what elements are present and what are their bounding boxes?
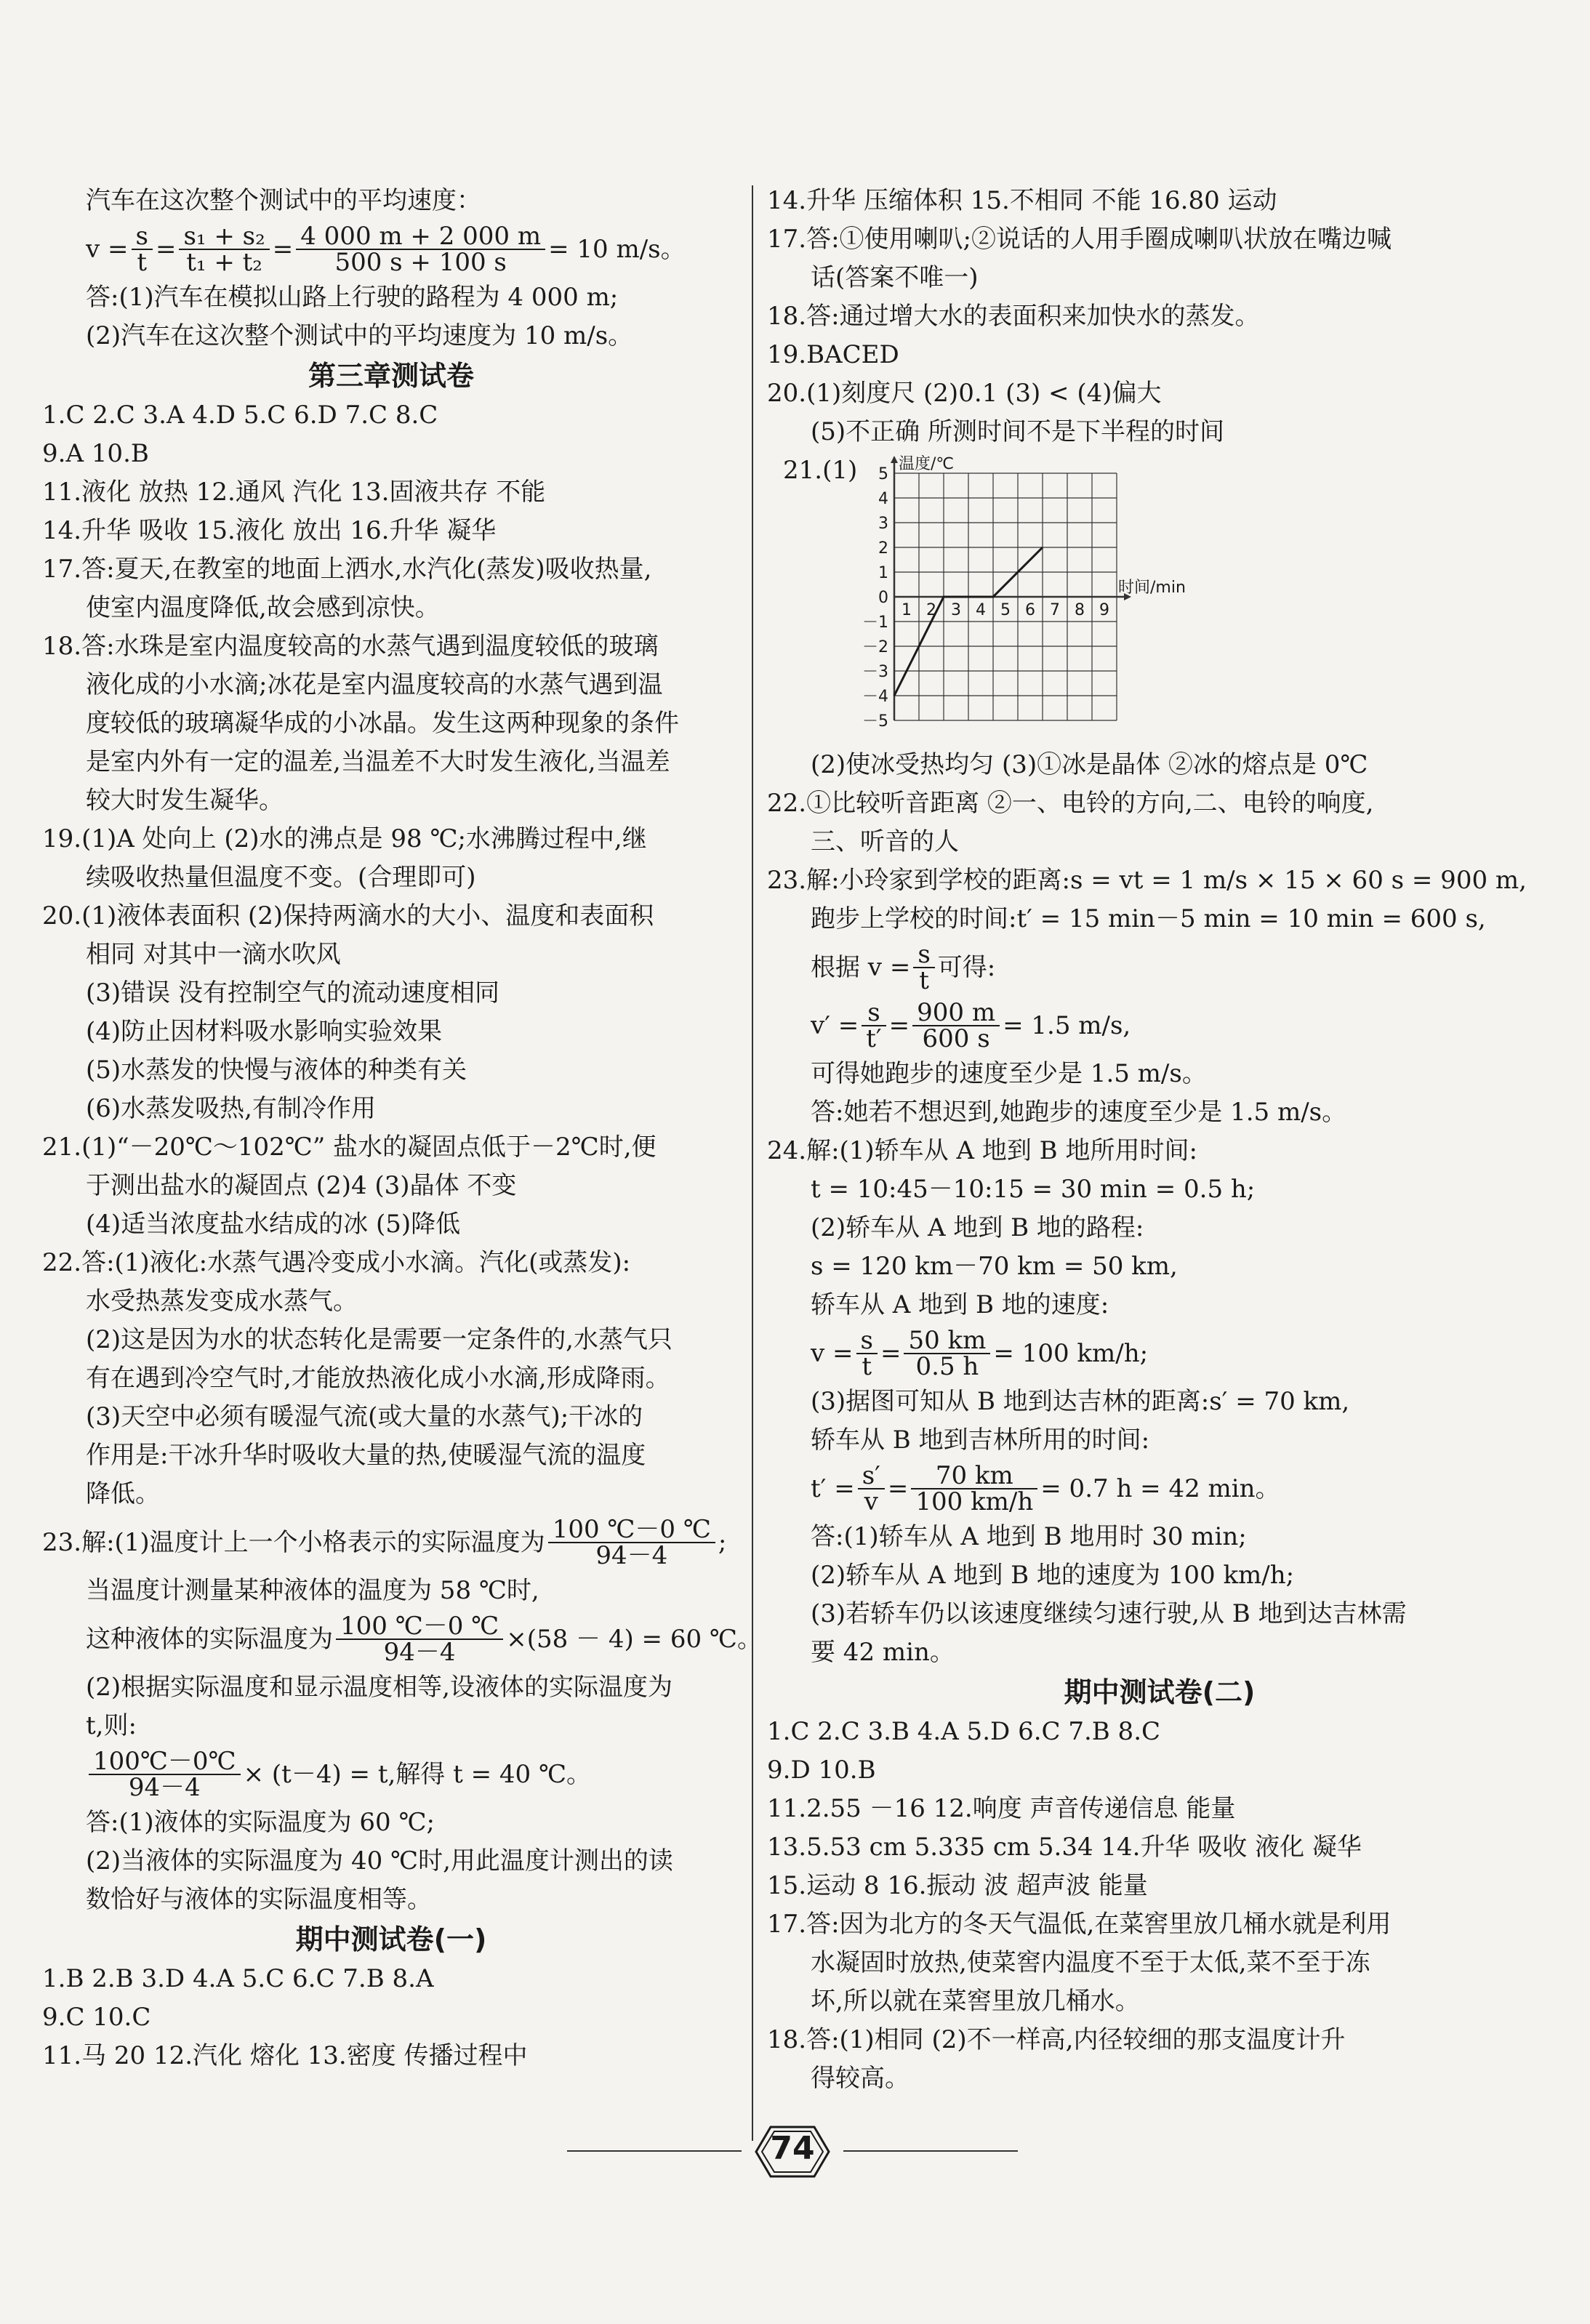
- x-tick-label: 9: [1099, 601, 1109, 619]
- frac-num: s: [913, 942, 934, 968]
- text-line: 11.液化 放热 12.通风 汽化 13.固液共存 不能: [42, 478, 546, 507]
- text-line: 22.答:(1)液化:水蒸气遇冷变成小水滴。汽化(或蒸发):: [42, 1248, 631, 1277]
- fraction: [913, 942, 934, 993]
- text-line: 14.升华 吸收 15.液化 放出 16.升华 凝华: [42, 516, 497, 545]
- equation-average-speed: [42, 220, 740, 278]
- x-tick-label: 2: [926, 601, 936, 619]
- frac-num: 900 m: [912, 1000, 1000, 1026]
- page-number-badge: [742, 2123, 843, 2181]
- text-line: 答:她若不想迟到,她跑步的速度至少是 1.5 m/s。: [811, 1098, 1347, 1127]
- x-tick-label: 3: [951, 601, 961, 619]
- text-line: 答:(1)轿车从 A 地到 B 地用时 30 min;: [811, 1522, 1247, 1551]
- x-tick-label: 7: [1050, 601, 1060, 619]
- text-line: 22.①比较听音距离 ②一、电铃的方向,二、电铃的响度,: [767, 789, 1374, 818]
- text-line: 18.答:通过增大水的表面积来加快水的蒸发。: [767, 302, 1260, 331]
- text-line: 19.(1)A 处向上 (2)水的沸点是 98 ℃;水沸腾过程中,继: [42, 824, 647, 853]
- frac-den: t₁ + t₂: [186, 248, 262, 277]
- x-tick-label: 1: [902, 601, 912, 619]
- y-tick-label: 5: [878, 465, 888, 483]
- eq-sign: =: [272, 234, 294, 264]
- fraction: [862, 1000, 886, 1051]
- text-line: 水凝固时放热,使菜窖内温度不至于太低,菜不至于冻: [811, 1948, 1370, 1977]
- frac-den: 94－4: [595, 1541, 668, 1570]
- y-tick-label: －2: [862, 638, 888, 656]
- y-tick-label: －4: [862, 688, 888, 706]
- text-line: (2)轿车从 A 地到 B 地的路程:: [811, 1213, 1144, 1242]
- section-heading-chapter3: 第三章测试卷: [308, 360, 474, 392]
- fraction: [858, 1463, 885, 1514]
- text-line: s = 120 km－70 km = 50 km,: [811, 1252, 1178, 1281]
- equation-running-speed: [767, 997, 1552, 1055]
- text-line: 话(答案不唯一): [811, 263, 979, 292]
- text-line: 要 42 min。: [811, 1638, 955, 1667]
- y-tick-label: 0: [878, 589, 888, 607]
- text-line: t,则:: [86, 1711, 137, 1740]
- frac-den: 0.5 h: [915, 1352, 979, 1381]
- text-line: 17.答:因为北方的冬天气温低,在菜窖里放几桶水就是利用: [767, 1910, 1392, 1939]
- eq-sign: =: [880, 1338, 902, 1368]
- text-line: 18.答:(1)相同 (2)不一样高,内径较细的那支温度计升: [767, 2025, 1346, 2054]
- footer-rule-left: [567, 2150, 742, 2152]
- eq-text: 23.解:(1)温度计上一个小格表示的实际温度为: [42, 1527, 545, 1557]
- footer-rule-right: [843, 2150, 1018, 2152]
- y-tick-label: 3: [878, 515, 888, 533]
- eq-text: 这种液体的实际温度为: [86, 1624, 333, 1654]
- text-line: (5)不正确 所测时间不是下半程的时间: [811, 417, 1224, 446]
- temperature-time-chart: [851, 451, 1186, 746]
- eq-text: t′ =: [811, 1473, 855, 1503]
- text-line: 当温度计测量某种液体的温度为 58 ℃时,: [86, 1576, 539, 1605]
- text-line: 15.运动 8 16.振动 波 超声波 能量: [767, 1871, 1148, 1900]
- frac-num: 100 ℃－0 ℃: [548, 1517, 715, 1543]
- eq-text: = 1.5 m/s,: [1003, 1010, 1131, 1040]
- text-line: 1.C 2.C 3.B 4.A 5.D 6.C 7.B 8.C: [767, 1717, 1161, 1746]
- text-line: 11.2.55 －16 12.响度 声音传递信息 能量: [767, 1794, 1236, 1823]
- eq-text: v′ =: [811, 1010, 859, 1040]
- y-axis-label: 温度/℃: [899, 455, 955, 473]
- fraction: [911, 1463, 1037, 1514]
- text-line: (2)根据实际温度和显示温度相等,设液体的实际温度为: [86, 1673, 672, 1702]
- equation-car-speed: [767, 1324, 1552, 1383]
- frac-den: t: [137, 248, 148, 277]
- fraction: [132, 224, 153, 275]
- equation-speed-formula: [767, 938, 1552, 997]
- x-tick-label: 4: [976, 601, 986, 619]
- eq-text: 可得:: [937, 952, 996, 982]
- y-tick-label: 4: [878, 490, 888, 508]
- text-line: 答:(1)液体的实际温度为 60 ℃;: [86, 1808, 435, 1837]
- y-tick-label: －1: [862, 614, 888, 632]
- x-tick-label: 5: [1000, 601, 1011, 619]
- text-line: 水受热蒸发变成水蒸气。: [86, 1287, 358, 1316]
- frac-den: 94－4: [383, 1638, 456, 1667]
- right-column: [767, 182, 1552, 2098]
- text-line: (2)使冰受热均匀 (3)①冰是晶体 ②冰的熔点是 0℃: [811, 750, 1368, 779]
- text-line: 17.答:夏天,在教室的地面上洒水,水汽化(蒸发)吸收热量,: [42, 555, 652, 584]
- frac-num: s: [856, 1328, 878, 1354]
- frac-den: 100 km/h: [915, 1487, 1034, 1516]
- eq-text: ;: [718, 1527, 727, 1557]
- fraction: [904, 1328, 990, 1379]
- text-line: 19.BACED: [767, 340, 899, 369]
- text-line: 是室内外有一定的温差,当温差不大时发生液化,当温差: [86, 747, 670, 776]
- text-line: 轿车从 A 地到 B 地的速度:: [811, 1290, 1109, 1319]
- text-line: 11.马 20 12.汽化 熔化 13.密度 传播过程中: [42, 2041, 528, 2070]
- fraction: [912, 1000, 1000, 1051]
- text-line: 得较高。: [811, 2064, 910, 2093]
- frac-num: 100 ℃－0 ℃: [336, 1614, 503, 1640]
- frac-num: s₁ + s₂: [179, 224, 269, 250]
- fraction: [336, 1614, 503, 1665]
- text-line: 答:(1)汽车在模拟山路上行驶的路程为 4 000 m;: [86, 283, 619, 312]
- text-line: t = 10:45－10:15 = 30 min = 0.5 h;: [811, 1175, 1256, 1204]
- frac-num: s: [862, 1000, 886, 1026]
- text-line: 23.解:小玲家到学校的距离:s = vt = 1 m/s × 15 × 60 s = 900 m,: [767, 866, 1527, 895]
- frac-num: 70 km: [911, 1463, 1037, 1489]
- text-line: 9.A 10.B: [42, 439, 149, 468]
- frac-den: t′: [866, 1024, 882, 1053]
- text-line: 较大时发生凝华。: [86, 786, 284, 815]
- equation-thermometer-unit: [42, 1513, 740, 1572]
- frac-den: t: [919, 966, 929, 995]
- eq-text: = 0.7 h = 42 min。: [1040, 1473, 1280, 1503]
- eq-sign: =: [887, 1473, 909, 1503]
- text-line: 跑步上学校的时间:t′ = 15 min－5 min = 10 min = 600 s,: [811, 904, 1486, 933]
- equation-car-time: [767, 1460, 1552, 1518]
- text-line: (2)轿车从 A 地到 B 地的速度为 100 km/h;: [811, 1561, 1295, 1590]
- text-line: (2)这是因为水的状态转化是需要一定条件的,水蒸气只: [86, 1325, 672, 1354]
- eq-text: × (t－4) = t,解得 t = 40 ℃。: [243, 1759, 591, 1789]
- text-line: (3)若轿车仍以该速度继续匀速行驶,从 B 地到达吉林需: [811, 1599, 1407, 1628]
- y-tick-label: 2: [878, 539, 888, 558]
- text-line: 作用是:干冰升华时吸收大量的热,使暖湿气流的温度: [86, 1441, 646, 1470]
- column-divider: [752, 185, 753, 2141]
- section-heading-midterm1: 期中测试卷(一): [295, 1923, 487, 1955]
- text-line: 有在遇到冷空气时,才能放热液化成小水滴,形成降雨。: [86, 1364, 670, 1393]
- fraction: [89, 1749, 241, 1800]
- eq-sign: =: [888, 1010, 910, 1040]
- eq-text: 根据 v =: [811, 952, 911, 982]
- fraction: [548, 1517, 715, 1568]
- eq-rhs: = 10 m/s。: [548, 234, 686, 264]
- text-line: (3)据图可知从 B 地到达吉林的距离:s′ = 70 km,: [811, 1387, 1350, 1416]
- frac-den: 500 s + 100 s: [334, 248, 507, 277]
- text-line: 20.(1)刻度尺 (2)0.1 (3) < (4)偏大: [767, 379, 1162, 408]
- frac-den: t: [862, 1352, 872, 1381]
- eq-sign: =: [155, 234, 177, 264]
- frac-den: v: [864, 1487, 878, 1516]
- text-line: 可得她跑步的速度至少是 1.5 m/s。: [811, 1059, 1207, 1088]
- frac-num: 4 000 m + 2 000 m: [296, 224, 545, 250]
- frac-num: s: [132, 224, 153, 250]
- text-line: 24.解:(1)轿车从 A 地到 B 地所用时间:: [767, 1136, 1197, 1165]
- text-line: 于测出盐水的凝固点 (2)4 (3)晶体 不变: [86, 1171, 517, 1200]
- text-line: (2)汽车在这次整个测试中的平均速度为 10 m/s。: [86, 321, 633, 350]
- eq-text: ×(58 － 4) = 60 ℃。: [506, 1624, 762, 1654]
- fraction: [856, 1328, 878, 1379]
- text-line: (6)水蒸发吸热,有制冷作用: [86, 1094, 376, 1123]
- frac-num: 50 km: [904, 1328, 990, 1354]
- y-tick-label: －3: [862, 663, 888, 681]
- y-axis-arrowhead: [891, 456, 898, 463]
- frac-den: 94－4: [128, 1773, 201, 1802]
- y-tick-label: 1: [878, 564, 888, 582]
- text-line: 轿车从 B 地到吉林所用的时间:: [811, 1426, 1150, 1455]
- text-line: 三、听音的人: [811, 827, 959, 856]
- frac-den: 600 s: [922, 1024, 990, 1053]
- text-line: 17.答:①使用喇叭;②说话的人用手圈成喇叭状放在嘴边喊: [767, 225, 1392, 254]
- x-axis-label: 时间/min: [1118, 579, 1186, 597]
- text-line: 降低。: [86, 1479, 160, 1508]
- frac-num: 100℃－0℃: [89, 1749, 241, 1775]
- text-line: 1.C 2.C 3.A 4.D 5.C 6.D 7.C 8.C: [42, 401, 438, 430]
- text-line: 使室内温度降低,故会感到凉快。: [86, 593, 440, 622]
- text-line: (5)水蒸发的快慢与液体的种类有关: [86, 1056, 467, 1085]
- fraction: [179, 224, 269, 275]
- text-line: (2)当液体的实际温度为 40 ℃时,用此温度计测出的读: [86, 1846, 673, 1875]
- text-line: 度较低的玻璃凝华成的小冰晶。发生这两种现象的条件: [86, 709, 679, 738]
- text-line: (4)防止因材料吸水影响实验效果: [86, 1017, 443, 1046]
- temperature-chart-block: [767, 451, 1552, 746]
- fraction: [296, 224, 545, 275]
- text-line: (4)适当浓度盐水结成的冰 (5)降低: [86, 1210, 461, 1239]
- eq-text: = 100 km/h;: [993, 1338, 1149, 1368]
- x-tick-label: 8: [1075, 601, 1085, 619]
- text-line: 1.B 2.B 3.D 4.A 5.C 6.C 7.B 8.A: [42, 1964, 434, 1993]
- text-line: 18.答:水珠是室内温度较高的水蒸气遇到温度较低的玻璃: [42, 632, 659, 661]
- x-tick-label: 6: [1025, 601, 1035, 619]
- text-line: 相同 对其中一滴水吹风: [86, 940, 341, 969]
- frac-num: s′: [858, 1463, 885, 1489]
- text-line: 汽车在这次整个测试中的平均速度：: [86, 186, 481, 215]
- text-line: 20.(1)液体表面积 (2)保持两滴水的大小、温度和表面积: [42, 901, 654, 930]
- equation-solve-t: [42, 1745, 740, 1804]
- text-line: 14.升华 压缩体积 15.不相同 不能 16.80 运动: [767, 186, 1277, 215]
- eq-text: v =: [811, 1338, 854, 1368]
- text-line: 坏,所以就在菜窖里放几桶水。: [811, 1987, 1140, 2016]
- text-line: (3)错误 没有控制空气的流动速度相同: [86, 978, 499, 1008]
- section-heading-midterm2: 期中测试卷(二): [1064, 1676, 1256, 1708]
- text-line: 9.D 10.B: [767, 1756, 876, 1785]
- text-line: 13.5.53 cm 5.335 cm 5.34 14.升华 吸收 液化 凝华: [767, 1833, 1362, 1862]
- eq-lhs: v =: [86, 234, 129, 264]
- question-label: 21.(1): [783, 456, 858, 485]
- y-tick-label: －5: [862, 712, 888, 731]
- text-line: 21.(1)“－20℃～102℃” 盐水的凝固点低于－2℃时,便: [42, 1133, 657, 1162]
- text-line: 续吸收热量但温度不变。(合理即可): [86, 863, 476, 892]
- equation-actual-temp: [42, 1610, 762, 1668]
- text-line: 数恰好与液体的实际温度相等。: [86, 1885, 432, 1914]
- page-number: 74: [770, 2130, 815, 2167]
- text-line: 液化成的小水滴;冰花是室内温度较高的水蒸气遇到温: [86, 670, 663, 699]
- text-line: 9.C 10.C: [42, 2003, 151, 2032]
- left-column: [42, 182, 762, 2075]
- text-line: (3)天空中必须有暖湿气流(或大量的水蒸气);干冰的: [86, 1402, 643, 1431]
